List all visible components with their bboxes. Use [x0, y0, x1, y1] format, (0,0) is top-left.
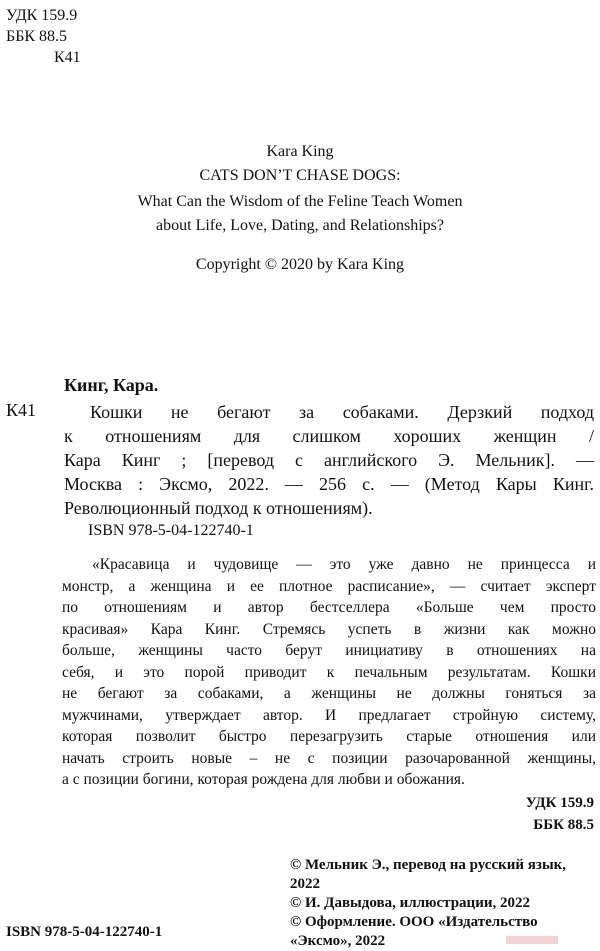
annotation-line: по отношениям и автор бестселлера «Больше чем просто — [62, 599, 596, 616]
annotation — [62, 554, 596, 791]
annotation-line: себя, и это порой приводит к печальным результатам. Кошки — [62, 663, 596, 681]
annotation-line: начать строить новые – не с позиции разочарованной женщины, — [62, 749, 596, 767]
catalog-author-heading: Кинг, Кара. — [64, 375, 159, 395]
isbn-bottom: ISBN 978-5-04-122740-1 — [6, 924, 163, 940]
copyright-illustrations: © И. Давыдова, иллюстрации, 2022 — [290, 895, 530, 911]
original-subtitle — [0, 190, 600, 238]
description-line: Москва : Эксмо, 2022. — 256 с. — (Метод Кары Кинг. — [64, 474, 594, 494]
classification-block-top — [6, 5, 81, 68]
copyright-translation: © Мельник Э., перевод на русский язык, 2022 — [290, 857, 567, 892]
description-line: Революционный подход к отношениям). — [64, 498, 373, 518]
description-line: к отношениям для слишком хороших женщин / — [64, 426, 594, 446]
original-author: Kara King — [266, 143, 334, 160]
page-edge-mark — [506, 936, 558, 944]
annotation-line: монстр, а женщина и ее плотное расписание», — считает эксперт — [62, 577, 596, 595]
copyright-design: © Оформление. ООО «Издательство «Эксмо», 2022 — [290, 914, 538, 949]
annotation-line: которая позволит быстро перезагрузить старые отношения или — [62, 728, 596, 745]
annotation-line: мужчинами, утверждает автор. И предлагает стройную систему, — [62, 706, 596, 724]
annotation-line: не бегают за собаками, а женщины не должны гоняться за — [62, 685, 596, 702]
subtitle-line: What Can the Wisdom of the Feline Teach Women — [137, 193, 463, 210]
description-line: Кошки не бегают за собаками. Дерзкий подход — [90, 402, 594, 422]
original-title: CATS DON’T CHASE DOGS: — [199, 167, 401, 184]
catalog-description — [64, 400, 594, 520]
classification-block-bottom — [526, 792, 594, 836]
catalog-author-mark: К41 — [6, 400, 37, 420]
annotation-line: «Красавица и чудовище — это уже давно не принцесса и — [92, 556, 596, 573]
original-copyright: Copyright © 2020 by Kara King — [195, 256, 405, 273]
author-mark: К41 — [54, 49, 81, 66]
annotation-line: больше, женщины часто берут инициативу в отношениях на — [62, 642, 596, 659]
annotation-line: красивая» Кара Кинг. Стремясь успеть в жизни как можно — [62, 620, 596, 638]
catalog-isbn: ISBN 978-5-04-122740-1 — [88, 522, 254, 539]
bbk-code-bottom: ББК 88.5 — [533, 817, 594, 833]
udk-code: УДК 159.9 — [6, 7, 78, 24]
subtitle-line: about Life, Love, Dating, and Relationships? — [156, 217, 444, 234]
udk-code-bottom: УДК 159.9 — [525, 795, 594, 811]
description-line: Кара Кинг ; [перевод с английского Э. Мельник]. — — [64, 450, 594, 470]
annotation-line: а с позиции богини, которая рождена для любви и обожания. — [62, 771, 465, 788]
bbk-code: ББК 88.5 — [6, 28, 68, 45]
